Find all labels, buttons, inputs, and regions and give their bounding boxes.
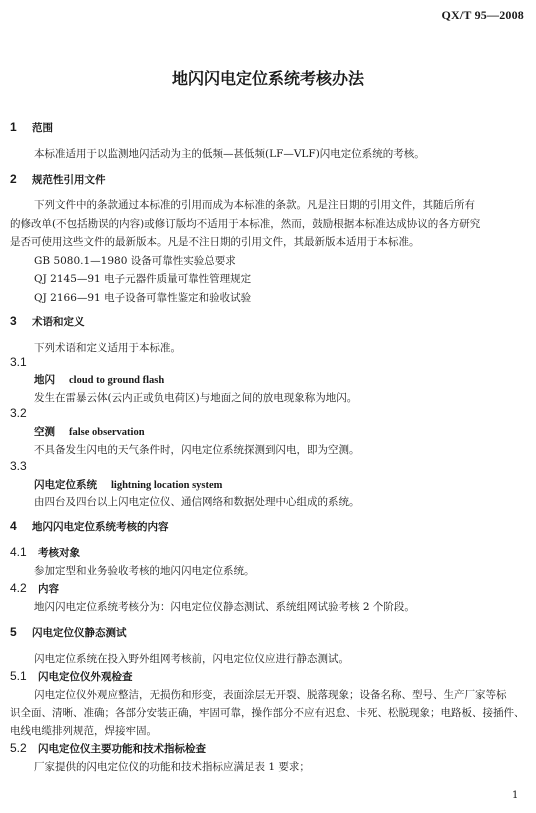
term-cn: 闪电定位系统: [34, 479, 97, 491]
standard-code: QX/T 95—2008: [441, 8, 524, 22]
subsection-4-1-heading: [10, 545, 80, 560]
document-title: 地闪闪电定位系统考核办法: [171, 69, 364, 88]
term-number: 3.3: [10, 459, 27, 473]
section-number: 5: [10, 625, 17, 639]
term-heading: [34, 372, 164, 387]
section-number: 4: [10, 519, 17, 533]
page-number: 1: [512, 790, 519, 801]
paragraph-line: 识全面、清晰、准确；各部分安装正确，牢固可靠，操作部分不应有迟怠、卡死、松脱现象；电路板、接插件、: [10, 707, 525, 719]
paragraph-line: 下列文件中的条款通过本标准的引用而成为本标准的条款。凡是注日期的引用文件，其随后所有: [34, 199, 475, 211]
section-number: 3: [10, 314, 17, 328]
section-title: 地闪闪电定位系统考核的内容: [32, 521, 169, 533]
paragraph-line: 的修改单(不包括勘误的内容)或修订版均不适用于本标准，然而，鼓励根据本标准达成协议的各方研究: [10, 218, 481, 230]
subsection-4-2-heading: [10, 581, 59, 596]
term-heading: [34, 477, 222, 492]
section-1-heading: [10, 120, 53, 135]
reference-item: QJ 2166—91 电子设备可靠性鉴定和验收试验: [34, 292, 252, 304]
section-5-intro: 闪电定位系统在投入野外组网考核前，闪电定位仪应进行静态测试。: [34, 653, 349, 665]
term-definition: 发生在雷暴云体(云内正或负电荷区)与地面之间的放电现象称为地闪。: [34, 392, 358, 404]
subsection-5-2-heading: [10, 741, 206, 756]
subsection-4-2-text: 地闪闪电定位系统考核分为：闪电定位仪静态测试、系统组网试验考核 2 个阶段。: [34, 601, 415, 613]
term-definition: 不具备发生闪电的天气条件时，闪电定位系统探测到闪电，即为空测。: [34, 444, 360, 456]
section-title: 术语和定义: [32, 316, 85, 328]
subsection-5-2-text: 厂家提供的闪电定位仪的功能和技术指标应满足表 1 要求；: [34, 761, 310, 773]
subsection-number: 5.1: [10, 669, 27, 683]
term-en: lightning location system: [111, 480, 223, 491]
subsection-title: 内容: [38, 583, 59, 595]
section-number: 1: [10, 120, 17, 134]
term-heading: [34, 424, 145, 439]
reference-item: QJ 2145—91 电子元器件质量可靠性管理规定: [34, 273, 252, 285]
section-1-text: 本标准适用于以监测地闪活动为主的低频—甚低频(LF—VLF)闪电定位系统的考核。: [34, 148, 425, 160]
section-3-intro: 下列术语和定义适用于本标准。: [34, 342, 181, 354]
section-title: 闪电定位仪静态测试: [32, 627, 127, 639]
paragraph-line: 电线电缆排列规范，焊接牢固。: [10, 725, 157, 737]
section-2-heading: [10, 172, 106, 187]
paragraph-line: 闪电定位仪外观应整洁，无损伤和形变，表面涂层无开裂、脱落现象；设备名称、型号、生产厂家等标: [34, 689, 507, 701]
subsection-title: 考核对象: [38, 547, 80, 559]
term-en: false observation: [69, 427, 145, 438]
section-title: 规范性引用文件: [32, 174, 106, 186]
term-en: cloud to ground flash: [69, 375, 165, 386]
subsection-title: 闪电定位仪外观检查: [38, 671, 133, 683]
term-number: 3.2: [10, 406, 27, 420]
section-title: 范围: [32, 122, 53, 134]
term-cn: 地闪: [34, 374, 55, 386]
section-3-heading: [10, 314, 85, 329]
subsection-4-1-text: 参加定型和业务验收考核的地闪闪电定位系统。: [34, 565, 255, 577]
section-number: 2: [10, 172, 17, 186]
subsection-number: 4.1: [10, 545, 27, 559]
subsection-number: 5.2: [10, 741, 27, 755]
term-definition: 由四台及四台以上闪电定位仪、通信网络和数据处理中心组成的系统。: [34, 496, 360, 508]
term-number: 3.1: [10, 355, 27, 369]
section-4-heading: [10, 519, 169, 534]
reference-item: GB 5080.1—1980 设备可靠性实验总要求: [34, 255, 236, 267]
term-cn: 空测: [34, 426, 55, 438]
section-5-heading: [10, 625, 127, 640]
subsection-title: 闪电定位仪主要功能和技术指标检查: [38, 743, 206, 755]
subsection-number: 4.2: [10, 581, 27, 595]
paragraph-line: 是否可使用这些文件的最新版本。凡是不注日期的引用文件，其最新版本适用于本标准。: [10, 236, 420, 248]
subsection-5-1-heading: [10, 669, 133, 684]
